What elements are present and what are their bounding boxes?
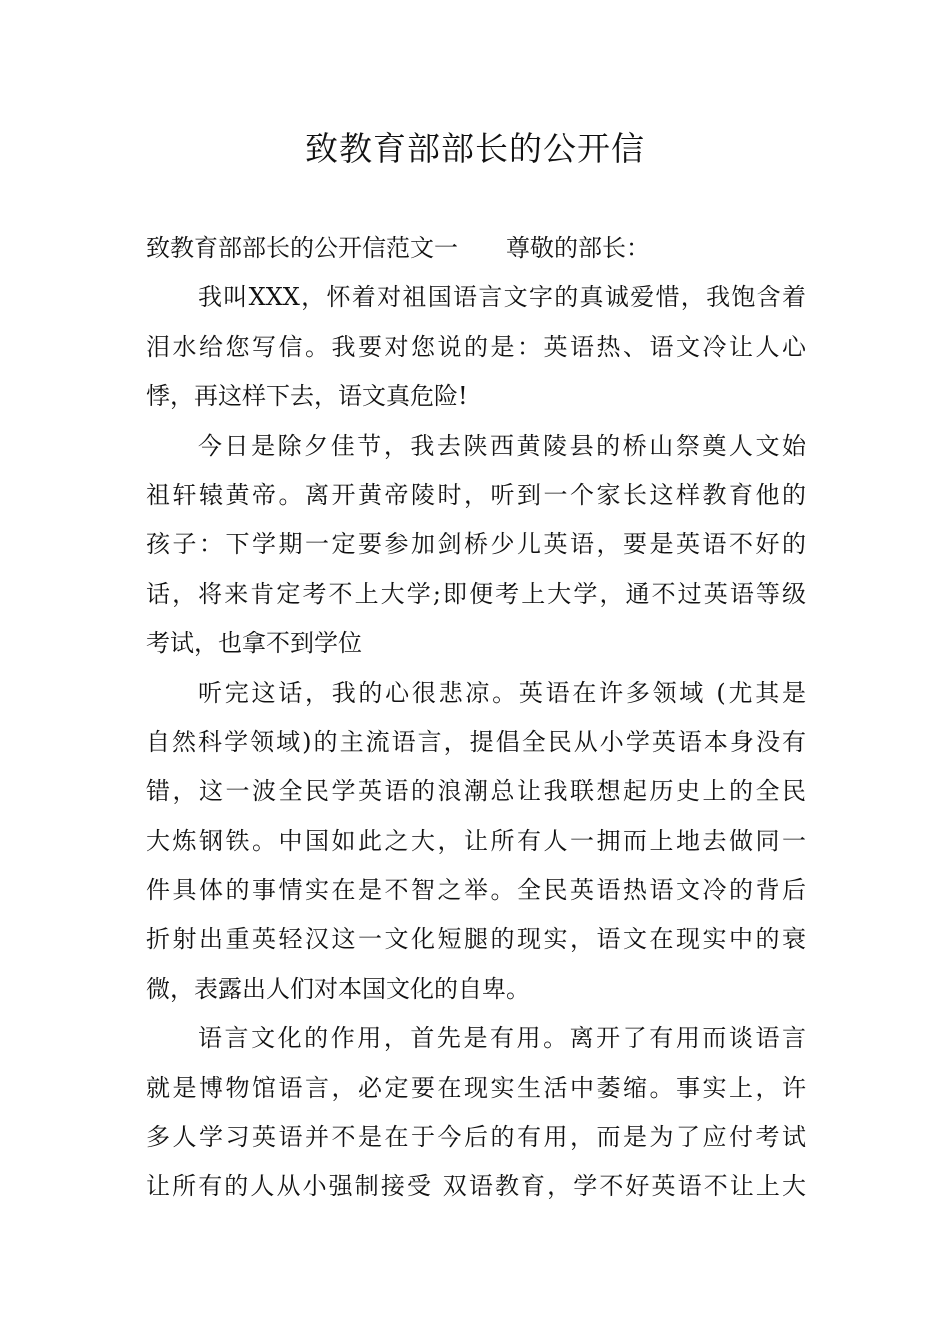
text-line: 多人学习英语并不是在于今后的有用，而是为了应付考试 [146, 1123, 806, 1152]
text-line: 件具体的事情实在是不智之举。全民英语热语文冷的背后 [146, 876, 806, 905]
text-line: 语言文化的作用，首先是有用。离开了有用而谈语言 [198, 1024, 806, 1053]
text-line: 错，这一波全民学英语的浪潮总让我联想起历史上的全民 [146, 777, 806, 806]
text-line: 孩子：下学期一定要参加剑桥少儿英语，要是英语不好的 [146, 530, 806, 559]
text-line: 自然科学领域)的主流语言，提倡全民从小学英语本身没有 [146, 727, 806, 756]
text-line: 让所有的人从小强制接受 双语教育，学不好英语不让上大 [146, 1172, 806, 1201]
document-body [146, 224, 806, 1212]
text-line: 就是博物馆语言，必定要在现实生活中萎缩。事实上，许 [146, 1073, 806, 1102]
text-line: 致教育部部长的公开信范文一 尊敬的部长： [146, 234, 650, 262]
text-line: 大炼钢铁。中国如此之大，让所有人一拥而上地去做同一 [146, 826, 806, 855]
text-line: 考试，也拿不到学位 [146, 629, 362, 658]
text-line: 我叫XXX，怀着对祖国语言文字的真诚爱惜，我饱含着 [198, 283, 806, 312]
text-line: 听完这话，我的心很悲凉。英语在许多领域 (尤其是 [198, 678, 806, 707]
text-line: 话，将来肯定考不上大学;即便考上大学，通不过英语等级 [146, 579, 806, 608]
text-line: 祖轩辕黄帝。离开黄帝陵时，听到一个家长这样教育他的 [146, 480, 806, 509]
text-line: 今日是除夕佳节，我去陕西黄陵县的桥山祭奠人文始 [198, 431, 806, 460]
document-title: 致教育部部长的公开信 [305, 129, 645, 168]
text-line: 折射出重英轻汉这一文化短腿的现实，语文在现实中的衰 [146, 925, 806, 954]
text-line: 微，表露出人们对本国文化的自卑。 [146, 974, 530, 1003]
text-line: 泪水给您写信。我要对您说的是：英语热、语文冷让人心 [146, 332, 806, 361]
text-line: 悸，再这样下去，语文真危险! [146, 382, 468, 411]
